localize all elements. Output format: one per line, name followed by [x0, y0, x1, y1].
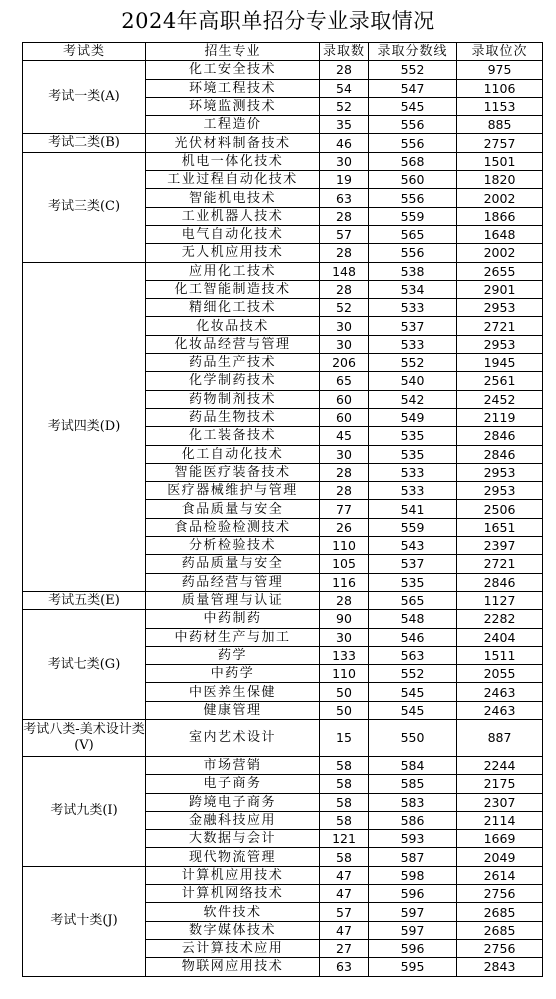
- admitted-count-cell: 58: [320, 811, 369, 829]
- major-cell: 化学制药技术: [146, 372, 320, 390]
- rank-cell: 2397: [457, 537, 543, 555]
- rank-cell: 1945: [457, 354, 543, 372]
- score-line-cell: 556: [369, 189, 457, 207]
- admitted-count-cell: 60: [320, 390, 369, 408]
- score-line-cell: 540: [369, 372, 457, 390]
- category-cell: 考试四类(D): [23, 262, 146, 591]
- major-cell: 质量管理与认证: [146, 591, 320, 609]
- admitted-count-cell: 28: [320, 591, 369, 609]
- major-cell: 医疗器械维护与管理: [146, 482, 320, 500]
- score-line-cell: 552: [369, 665, 457, 683]
- category-cell: 考试九类(I): [23, 756, 146, 866]
- table-row: [23, 134, 543, 152]
- table-row: [23, 719, 543, 756]
- admitted-count-cell: 52: [320, 299, 369, 317]
- admitted-count-cell: 206: [320, 354, 369, 372]
- admitted-count-cell: 58: [320, 756, 369, 774]
- score-line-cell: 537: [369, 317, 457, 335]
- score-line-cell: 550: [369, 719, 457, 756]
- admitted-count-cell: 28: [320, 207, 369, 225]
- rank-cell: 2756: [457, 885, 543, 903]
- major-cell: 光伏材料制备技术: [146, 134, 320, 152]
- admitted-count-cell: 77: [320, 500, 369, 518]
- rank-cell: 2721: [457, 317, 543, 335]
- major-cell: 环境监测技术: [146, 97, 320, 115]
- admitted-count-cell: 47: [320, 866, 369, 884]
- admitted-count-cell: 63: [320, 189, 369, 207]
- admitted-count-cell: 57: [320, 903, 369, 921]
- major-cell: 软件技术: [146, 903, 320, 921]
- table-body: [23, 61, 543, 976]
- rank-cell: 2282: [457, 610, 543, 628]
- score-line-cell: 559: [369, 207, 457, 225]
- rank-cell: 2002: [457, 244, 543, 262]
- admitted-count-cell: 52: [320, 97, 369, 115]
- score-line-cell: 552: [369, 61, 457, 79]
- major-cell: 计算机应用技术: [146, 866, 320, 884]
- admitted-count-cell: 46: [320, 134, 369, 152]
- major-cell: 应用化工技术: [146, 262, 320, 280]
- major-cell: 电气自动化技术: [146, 225, 320, 243]
- score-line-cell: 546: [369, 628, 457, 646]
- rank-cell: 2119: [457, 408, 543, 426]
- admitted-count-cell: 47: [320, 885, 369, 903]
- rank-cell: 2953: [457, 335, 543, 353]
- major-cell: 智能医疗装备技术: [146, 463, 320, 481]
- rank-cell: 2002: [457, 189, 543, 207]
- score-line-cell: 541: [369, 500, 457, 518]
- major-cell: 现代物流管理: [146, 848, 320, 866]
- category-cell: 考试十类(J): [23, 866, 146, 976]
- major-cell: 化妆品技术: [146, 317, 320, 335]
- score-line-cell: 545: [369, 97, 457, 115]
- score-line-cell: 543: [369, 537, 457, 555]
- score-line-cell: 583: [369, 793, 457, 811]
- admitted-count-cell: 30: [320, 335, 369, 353]
- admitted-count-cell: 47: [320, 921, 369, 939]
- admitted-count-cell: 45: [320, 427, 369, 445]
- category-cell: 考试五类(E): [23, 591, 146, 609]
- score-line-cell: 552: [369, 354, 457, 372]
- admitted-count-cell: 28: [320, 244, 369, 262]
- rank-cell: 1106: [457, 79, 543, 97]
- major-cell: 分析检验技术: [146, 537, 320, 555]
- major-cell: 环境工程技术: [146, 79, 320, 97]
- major-cell: 市场营销: [146, 756, 320, 774]
- score-line-cell: 533: [369, 463, 457, 481]
- score-line-cell: 535: [369, 427, 457, 445]
- admitted-count-cell: 133: [320, 646, 369, 664]
- score-line-cell: 556: [369, 244, 457, 262]
- score-line-cell: 587: [369, 848, 457, 866]
- major-cell: 金融科技应用: [146, 811, 320, 829]
- table-row: [23, 591, 543, 609]
- admitted-count-cell: 30: [320, 152, 369, 170]
- admitted-count-cell: 15: [320, 719, 369, 756]
- major-cell: 药品质量与安全: [146, 555, 320, 573]
- score-line-cell: 556: [369, 134, 457, 152]
- admitted-count-cell: 19: [320, 171, 369, 189]
- rank-cell: 2463: [457, 683, 543, 701]
- score-line-cell: 542: [369, 390, 457, 408]
- major-cell: 化妆品经营与管理: [146, 335, 320, 353]
- score-line-cell: 598: [369, 866, 457, 884]
- rank-cell: 2901: [457, 280, 543, 298]
- major-cell: 电子商务: [146, 775, 320, 793]
- score-line-cell: 548: [369, 610, 457, 628]
- score-line-cell: 565: [369, 225, 457, 243]
- score-line-cell: 538: [369, 262, 457, 280]
- admitted-count-cell: 90: [320, 610, 369, 628]
- admitted-count-cell: 28: [320, 463, 369, 481]
- table-row: [23, 152, 543, 170]
- rank-cell: 1153: [457, 97, 543, 115]
- admitted-count-cell: 110: [320, 537, 369, 555]
- rank-cell: 887: [457, 719, 543, 756]
- major-cell: 工程造价: [146, 116, 320, 134]
- table-row: [23, 61, 543, 79]
- header-rank: 录取位次: [457, 43, 543, 61]
- score-line-cell: 545: [369, 701, 457, 719]
- score-line-cell: 547: [369, 79, 457, 97]
- score-line-cell: 534: [369, 280, 457, 298]
- rank-cell: 1820: [457, 171, 543, 189]
- admitted-count-cell: 35: [320, 116, 369, 134]
- score-line-cell: 568: [369, 152, 457, 170]
- major-cell: 工业机器人技术: [146, 207, 320, 225]
- rank-cell: 2846: [457, 445, 543, 463]
- major-cell: 化工智能制造技术: [146, 280, 320, 298]
- score-line-cell: 563: [369, 646, 457, 664]
- major-cell: 智能机电技术: [146, 189, 320, 207]
- admitted-count-cell: 116: [320, 573, 369, 591]
- score-line-cell: 549: [369, 408, 457, 426]
- rank-cell: 2721: [457, 555, 543, 573]
- rank-cell: 2953: [457, 299, 543, 317]
- rank-cell: 2756: [457, 939, 543, 957]
- admitted-count-cell: 58: [320, 848, 369, 866]
- rank-cell: 2463: [457, 701, 543, 719]
- major-cell: 机电一体化技术: [146, 152, 320, 170]
- major-cell: 药物制剂技术: [146, 390, 320, 408]
- major-cell: 精细化工技术: [146, 299, 320, 317]
- score-line-cell: 559: [369, 518, 457, 536]
- major-cell: 食品检验检测技术: [146, 518, 320, 536]
- admitted-count-cell: 58: [320, 793, 369, 811]
- score-line-cell: 586: [369, 811, 457, 829]
- rank-cell: 1648: [457, 225, 543, 243]
- admitted-count-cell: 121: [320, 830, 369, 848]
- admitted-count-cell: 148: [320, 262, 369, 280]
- major-cell: 工业过程自动化技术: [146, 171, 320, 189]
- rank-cell: 2685: [457, 903, 543, 921]
- admitted-count-cell: 30: [320, 445, 369, 463]
- rank-cell: 2175: [457, 775, 543, 793]
- score-line-cell: 537: [369, 555, 457, 573]
- admitted-count-cell: 105: [320, 555, 369, 573]
- admitted-count-cell: 65: [320, 372, 369, 390]
- major-cell: 化工装备技术: [146, 427, 320, 445]
- major-cell: 药品生产技术: [146, 354, 320, 372]
- category-cell: 考试八类-美术设计类(V): [23, 719, 146, 756]
- major-cell: 药学: [146, 646, 320, 664]
- rank-cell: 2953: [457, 482, 543, 500]
- rank-cell: 2846: [457, 427, 543, 445]
- category-cell: 考试三类(C): [23, 152, 146, 262]
- table-row: [23, 610, 543, 628]
- table-row: [23, 756, 543, 774]
- score-line-cell: 597: [369, 903, 457, 921]
- rank-cell: 2846: [457, 573, 543, 591]
- major-cell: 中医养生保健: [146, 683, 320, 701]
- rank-cell: 2404: [457, 628, 543, 646]
- major-cell: 药品经营与管理: [146, 573, 320, 591]
- category-cell: 考试二类(B): [23, 134, 146, 152]
- score-line-cell: 545: [369, 683, 457, 701]
- rank-cell: 2953: [457, 463, 543, 481]
- rank-cell: 2049: [457, 848, 543, 866]
- header-row: [23, 43, 543, 61]
- admitted-count-cell: 63: [320, 958, 369, 976]
- rank-cell: 1651: [457, 518, 543, 536]
- admitted-count-cell: 28: [320, 61, 369, 79]
- rank-cell: 2307: [457, 793, 543, 811]
- score-line-cell: 535: [369, 573, 457, 591]
- rank-cell: 2614: [457, 866, 543, 884]
- category-cell: 考试一类(A): [23, 61, 146, 134]
- header-major: 招生专业: [146, 43, 320, 61]
- rank-cell: 2244: [457, 756, 543, 774]
- header-score-line: 录取分数线: [369, 43, 457, 61]
- admitted-count-cell: 57: [320, 225, 369, 243]
- score-line-cell: 596: [369, 939, 457, 957]
- admitted-count-cell: 28: [320, 280, 369, 298]
- major-cell: 中药制药: [146, 610, 320, 628]
- score-line-cell: 560: [369, 171, 457, 189]
- score-line-cell: 533: [369, 482, 457, 500]
- category-cell: 考试七类(G): [23, 610, 146, 720]
- page-title: 2024年高职单招分专业录取情况: [121, 9, 435, 33]
- admission-table: [22, 42, 543, 977]
- rank-cell: 1501: [457, 152, 543, 170]
- rank-cell: 1866: [457, 207, 543, 225]
- admitted-count-cell: 50: [320, 683, 369, 701]
- major-cell: 食品质量与安全: [146, 500, 320, 518]
- rank-cell: 2561: [457, 372, 543, 390]
- rank-cell: 1127: [457, 591, 543, 609]
- major-cell: 化工安全技术: [146, 61, 320, 79]
- major-cell: 物联网应用技术: [146, 958, 320, 976]
- table-row: [23, 262, 543, 280]
- score-line-cell: 593: [369, 830, 457, 848]
- rank-cell: 2655: [457, 262, 543, 280]
- rank-cell: 1511: [457, 646, 543, 664]
- rank-cell: 2506: [457, 500, 543, 518]
- admitted-count-cell: 30: [320, 317, 369, 335]
- rank-cell: 975: [457, 61, 543, 79]
- admitted-count-cell: 54: [320, 79, 369, 97]
- score-line-cell: 556: [369, 116, 457, 134]
- header-category: 考试类: [23, 43, 146, 61]
- rank-cell: 885: [457, 116, 543, 134]
- score-line-cell: 584: [369, 756, 457, 774]
- admitted-count-cell: 26: [320, 518, 369, 536]
- major-cell: 计算机网络技术: [146, 885, 320, 903]
- major-cell: 化工自动化技术: [146, 445, 320, 463]
- major-cell: 大数据与会计: [146, 830, 320, 848]
- major-cell: 跨境电子商务: [146, 793, 320, 811]
- rank-cell: 1669: [457, 830, 543, 848]
- score-line-cell: 535: [369, 445, 457, 463]
- major-cell: 无人机应用技术: [146, 244, 320, 262]
- rank-cell: 2685: [457, 921, 543, 939]
- score-line-cell: 596: [369, 885, 457, 903]
- table-row: [23, 866, 543, 884]
- score-line-cell: 585: [369, 775, 457, 793]
- admitted-count-cell: 30: [320, 628, 369, 646]
- admitted-count-cell: 110: [320, 665, 369, 683]
- score-line-cell: 597: [369, 921, 457, 939]
- score-line-cell: 595: [369, 958, 457, 976]
- major-cell: 室内艺术设计: [146, 719, 320, 756]
- admitted-count-cell: 58: [320, 775, 369, 793]
- score-line-cell: 565: [369, 591, 457, 609]
- admitted-count-cell: 28: [320, 482, 369, 500]
- rank-cell: 2757: [457, 134, 543, 152]
- major-cell: 中药材生产与加工: [146, 628, 320, 646]
- major-cell: 健康管理: [146, 701, 320, 719]
- score-line-cell: 533: [369, 335, 457, 353]
- score-line-cell: 533: [369, 299, 457, 317]
- rank-cell: 2843: [457, 958, 543, 976]
- rank-cell: 2114: [457, 811, 543, 829]
- rank-cell: 2452: [457, 390, 543, 408]
- admitted-count-cell: 60: [320, 408, 369, 426]
- header-admitted: 录取数: [320, 43, 369, 61]
- major-cell: 数字媒体技术: [146, 921, 320, 939]
- major-cell: 中药学: [146, 665, 320, 683]
- major-cell: 药品生物技术: [146, 408, 320, 426]
- major-cell: 云计算技术应用: [146, 939, 320, 957]
- admitted-count-cell: 50: [320, 701, 369, 719]
- rank-cell: 2055: [457, 665, 543, 683]
- admitted-count-cell: 27: [320, 939, 369, 957]
